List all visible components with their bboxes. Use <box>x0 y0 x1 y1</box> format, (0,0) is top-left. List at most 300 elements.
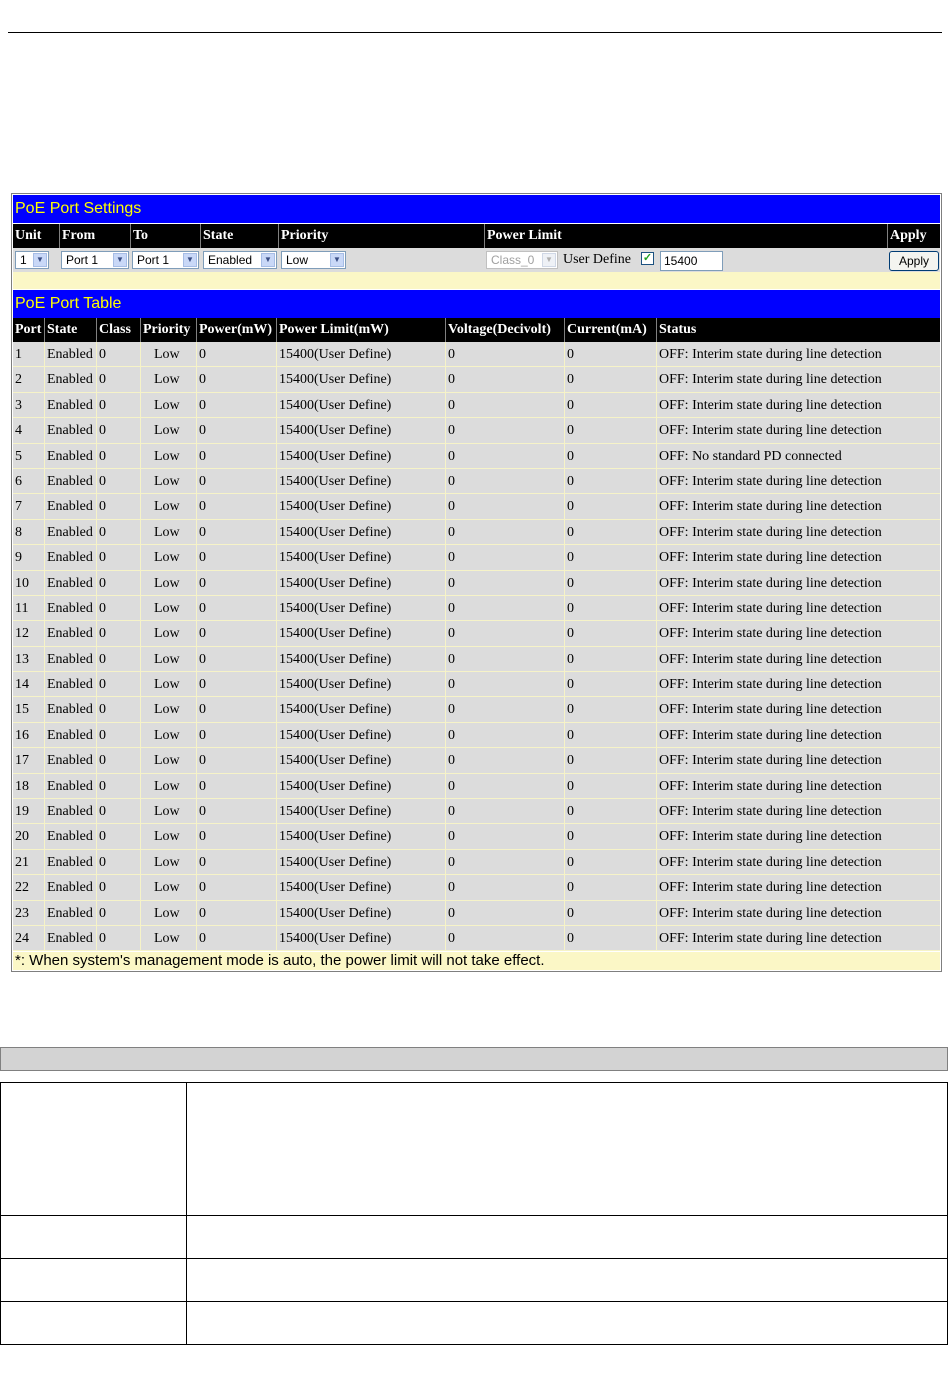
cell-state: Enabled <box>44 723 96 748</box>
unit-select-value: 1 <box>20 253 27 267</box>
cell-voltage: 0 <box>445 748 564 773</box>
cell-power-limit: 15400(User Define) <box>276 799 445 824</box>
cell-power-limit: 15400(User Define) <box>276 875 445 900</box>
cell-current: 0 <box>564 672 656 697</box>
cell-power-limit: 15400(User Define) <box>276 444 445 469</box>
cell-power-limit: 15400(User Define) <box>276 901 445 926</box>
settings-header-state: State <box>200 224 278 248</box>
unit-select[interactable] <box>15 251 49 269</box>
cell-current: 0 <box>564 647 656 672</box>
cell-power: 0 <box>196 342 276 367</box>
cell-voltage: 0 <box>445 824 564 849</box>
cell-power: 0 <box>196 824 276 849</box>
cell-current: 0 <box>564 469 656 494</box>
cell-power: 0 <box>196 621 276 646</box>
cell-current: 0 <box>564 494 656 519</box>
table-row <box>13 901 940 926</box>
cell-voltage: 0 <box>445 875 564 900</box>
table-header-voltage: Voltage(Decivolt) <box>445 318 564 342</box>
description-row <box>1 1216 948 1259</box>
table-row <box>13 621 940 646</box>
apply-button[interactable]: Apply <box>889 251 939 271</box>
state-select-value: Enabled <box>208 253 253 267</box>
poe-port-table-body <box>13 342 940 951</box>
cell-power-limit: 15400(User Define) <box>276 418 445 443</box>
table-row <box>13 697 940 722</box>
priority-select-value: Low <box>286 253 309 267</box>
user-define-checkbox[interactable]: ✓ <box>642 252 653 264</box>
cell-current: 0 <box>564 596 656 621</box>
table-row <box>13 469 940 494</box>
cell-power-limit: 15400(User Define) <box>276 393 445 418</box>
cell-priority: Low <box>140 799 196 824</box>
cell-class: 0 <box>96 494 140 519</box>
cell-power: 0 <box>196 647 276 672</box>
to-port-select[interactable] <box>132 251 199 269</box>
cell-port: 14 <box>15 677 29 693</box>
cell-current: 0 <box>564 367 656 392</box>
cell-current: 0 <box>564 901 656 926</box>
cell-power-limit: 15400(User Define) <box>276 697 445 722</box>
table-header-class: Class <box>96 318 140 342</box>
cell-priority: Low <box>140 697 196 722</box>
state-select[interactable] <box>203 251 277 269</box>
cell-voltage: 0 <box>445 342 564 367</box>
cell-power-limit: 15400(User Define) <box>276 342 445 367</box>
cell-status: OFF: Interim state during line detection <box>656 748 940 773</box>
cell-state: Enabled <box>44 596 96 621</box>
cell-power-limit: 15400(User Define) <box>276 545 445 570</box>
settings-header-power-limit: Power Limit <box>484 224 887 248</box>
table-header-power-limit: Power Limit(mW) <box>276 318 445 342</box>
table-row <box>13 545 940 570</box>
cell-class: 0 <box>96 850 140 875</box>
description-text-cell <box>187 1083 948 1216</box>
table-header-state: State <box>44 318 96 342</box>
cell-power-limit: 15400(User Define) <box>276 596 445 621</box>
cell-power: 0 <box>196 393 276 418</box>
cell-state: Enabled <box>44 799 96 824</box>
cell-state: Enabled <box>44 545 96 570</box>
cell-voltage: 0 <box>445 367 564 392</box>
cell-priority: Low <box>140 672 196 697</box>
table-row <box>13 647 940 672</box>
cell-priority: Low <box>140 393 196 418</box>
table-title-bar <box>13 290 940 318</box>
cell-current: 0 <box>564 748 656 773</box>
cell-state: Enabled <box>44 621 96 646</box>
cell-class: 0 <box>96 748 140 773</box>
cell-current: 0 <box>564 824 656 849</box>
cell-priority: Low <box>140 520 196 545</box>
cell-class: 0 <box>96 596 140 621</box>
settings-title: PoE Port Settings <box>15 200 142 217</box>
top-rule <box>8 32 942 33</box>
cell-current: 0 <box>564 342 656 367</box>
cell-priority: Low <box>140 850 196 875</box>
cell-voltage: 0 <box>445 672 564 697</box>
cell-status: OFF: Interim state during line detection <box>656 520 940 545</box>
cell-voltage: 0 <box>445 571 564 596</box>
table-row <box>13 418 940 443</box>
cell-class: 0 <box>96 697 140 722</box>
description-param-cell <box>1 1083 187 1216</box>
chevron-down-icon: ▼ <box>261 253 275 267</box>
cell-class: 0 <box>96 545 140 570</box>
power-limit-input[interactable]: 15400 <box>660 251 723 271</box>
cell-priority: Low <box>140 469 196 494</box>
cell-state: Enabled <box>44 647 96 672</box>
cell-voltage: 0 <box>445 494 564 519</box>
cell-priority: Low <box>140 571 196 596</box>
cell-power: 0 <box>196 672 276 697</box>
description-row <box>1 1302 948 1345</box>
from-port-select-value: Port 1 <box>66 253 99 267</box>
cell-priority: Low <box>140 545 196 570</box>
cell-status: OFF: Interim state during line detection <box>656 418 940 443</box>
cell-power: 0 <box>196 596 276 621</box>
cell-port: 3 <box>15 397 22 413</box>
table-row <box>13 342 940 367</box>
cell-power: 0 <box>196 850 276 875</box>
cell-status: OFF: Interim state during line detection <box>656 697 940 722</box>
cell-status: OFF: Interim state during line detection <box>656 824 940 849</box>
chevron-down-icon: ▼ <box>183 253 197 267</box>
cell-priority: Low <box>140 596 196 621</box>
cell-current: 0 <box>564 418 656 443</box>
cell-class: 0 <box>96 901 140 926</box>
cell-voltage: 0 <box>445 444 564 469</box>
cell-power: 0 <box>196 571 276 596</box>
cell-port: 16 <box>15 727 29 743</box>
cell-state: Enabled <box>44 571 96 596</box>
cell-voltage: 0 <box>445 723 564 748</box>
description-text-cell <box>187 1259 948 1302</box>
cell-power: 0 <box>196 901 276 926</box>
cell-power-limit: 15400(User Define) <box>276 647 445 672</box>
table-header-port: Port <box>15 322 42 337</box>
cell-voltage: 0 <box>445 520 564 545</box>
cell-voltage: 0 <box>445 850 564 875</box>
cell-state: Enabled <box>44 393 96 418</box>
cell-state: Enabled <box>44 672 96 697</box>
cell-power: 0 <box>196 875 276 900</box>
cell-voltage: 0 <box>445 901 564 926</box>
cell-state: Enabled <box>44 697 96 722</box>
cell-status: OFF: Interim state during line detection <box>656 596 940 621</box>
cell-status: OFF: Interim state during line detection <box>656 545 940 570</box>
cell-voltage: 0 <box>445 469 564 494</box>
table-row <box>13 748 940 773</box>
table-title: PoE Port Table <box>15 295 122 312</box>
cell-status: OFF: Interim state during line detection <box>656 799 940 824</box>
cell-port: 8 <box>15 524 22 540</box>
cell-current: 0 <box>564 444 656 469</box>
cell-class: 0 <box>96 342 140 367</box>
description-header-bar <box>0 1047 948 1071</box>
power-limit-class-select[interactable] <box>486 251 558 269</box>
cell-port: 7 <box>15 499 22 515</box>
cell-state: Enabled <box>44 444 96 469</box>
cell-priority: Low <box>140 418 196 443</box>
cell-current: 0 <box>564 571 656 596</box>
cell-class: 0 <box>96 926 140 951</box>
cell-class: 0 <box>96 444 140 469</box>
cell-status: OFF: Interim state during line detection <box>656 571 940 596</box>
cell-status: OFF: Interim state during line detection <box>656 926 940 951</box>
chevron-down-icon: ▼ <box>113 253 127 267</box>
cell-power: 0 <box>196 545 276 570</box>
cell-priority: Low <box>140 774 196 799</box>
cell-current: 0 <box>564 393 656 418</box>
cell-current: 0 <box>564 520 656 545</box>
settings-header-to: To <box>130 224 200 248</box>
cell-current: 0 <box>564 799 656 824</box>
cell-status: OFF: Interim state during line detection <box>656 494 940 519</box>
cell-voltage: 0 <box>445 647 564 672</box>
cell-class: 0 <box>96 571 140 596</box>
cell-voltage: 0 <box>445 418 564 443</box>
description-param-cell <box>1 1259 187 1302</box>
cell-port: 21 <box>15 854 29 870</box>
table-row <box>13 571 940 596</box>
cell-priority: Low <box>140 901 196 926</box>
table-header-power: Power(mW) <box>196 318 276 342</box>
cell-power: 0 <box>196 926 276 951</box>
settings-header-unit: Unit <box>15 228 42 243</box>
cell-class: 0 <box>96 875 140 900</box>
cell-port: 11 <box>15 600 29 616</box>
settings-header-apply: Apply <box>887 224 940 248</box>
cell-class: 0 <box>96 393 140 418</box>
table-row <box>13 520 940 545</box>
cell-power: 0 <box>196 799 276 824</box>
cell-current: 0 <box>564 875 656 900</box>
chevron-down-icon: ▼ <box>542 253 556 267</box>
cell-status: OFF: Interim state during line detection <box>656 342 940 367</box>
settings-header <box>13 224 940 248</box>
cell-class: 0 <box>96 469 140 494</box>
cell-power: 0 <box>196 418 276 443</box>
cell-status: OFF: Interim state during line detection <box>656 393 940 418</box>
cell-status: OFF: Interim state during line detection <box>656 774 940 799</box>
cell-power-limit: 15400(User Define) <box>276 926 445 951</box>
chevron-down-icon: ▼ <box>330 253 344 267</box>
cell-priority: Low <box>140 444 196 469</box>
cell-priority: Low <box>140 748 196 773</box>
cell-port: 2 <box>15 372 22 388</box>
cell-status: OFF: Interim state during line detection <box>656 621 940 646</box>
cell-status: OFF: Interim state during line detection <box>656 672 940 697</box>
cell-port: 18 <box>15 778 29 794</box>
cell-power-limit: 15400(User Define) <box>276 520 445 545</box>
cell-status: OFF: Interim state during line detection <box>656 723 940 748</box>
cell-class: 0 <box>96 824 140 849</box>
cell-status: OFF: Interim state during line detection <box>656 850 940 875</box>
cell-port: 22 <box>15 880 29 896</box>
cell-port: 9 <box>15 550 22 566</box>
table-header-priority: Priority <box>140 318 196 342</box>
cell-current: 0 <box>564 850 656 875</box>
description-text-cell <box>187 1216 948 1259</box>
cell-class: 0 <box>96 799 140 824</box>
cell-power: 0 <box>196 367 276 392</box>
table-row <box>13 926 940 951</box>
table-row <box>13 824 940 849</box>
table-row <box>13 723 940 748</box>
cell-port: 24 <box>15 930 29 946</box>
table-row <box>13 875 940 900</box>
cell-power-limit: 15400(User Define) <box>276 367 445 392</box>
cell-class: 0 <box>96 367 140 392</box>
cell-state: Enabled <box>44 494 96 519</box>
cell-power-limit: 15400(User Define) <box>276 621 445 646</box>
cell-state: Enabled <box>44 418 96 443</box>
settings-header-from: From <box>59 224 130 248</box>
cell-power: 0 <box>196 723 276 748</box>
cell-power-limit: 15400(User Define) <box>276 723 445 748</box>
cell-priority: Low <box>140 367 196 392</box>
cell-power: 0 <box>196 748 276 773</box>
table-row <box>13 672 940 697</box>
to-port-select-value: Port 1 <box>137 253 170 267</box>
cell-priority: Low <box>140 647 196 672</box>
cell-port: 1 <box>15 347 22 362</box>
cell-port: 20 <box>15 829 29 845</box>
cell-voltage: 0 <box>445 545 564 570</box>
cell-state: Enabled <box>44 748 96 773</box>
cell-priority: Low <box>140 342 196 367</box>
cell-port: 6 <box>15 473 22 489</box>
cell-power-limit: 15400(User Define) <box>276 824 445 849</box>
table-header-current: Current(mA) <box>564 318 656 342</box>
cell-class: 0 <box>96 672 140 697</box>
cell-state: Enabled <box>44 342 96 367</box>
cell-class: 0 <box>96 647 140 672</box>
cell-status: OFF: Interim state during line detection <box>656 901 940 926</box>
cell-power: 0 <box>196 774 276 799</box>
cell-port: 19 <box>15 804 29 820</box>
cell-status: OFF: Interim state during line detection <box>656 367 940 392</box>
cell-status: OFF: Interim state during line detection <box>656 469 940 494</box>
cell-power: 0 <box>196 469 276 494</box>
table-row <box>13 494 940 519</box>
power-limit-class-value: Class_0 <box>491 253 535 267</box>
description-row <box>1 1083 948 1216</box>
table-row <box>13 393 940 418</box>
cell-current: 0 <box>564 926 656 951</box>
cell-state: Enabled <box>44 469 96 494</box>
description-table <box>0 1082 948 1345</box>
cell-state: Enabled <box>44 774 96 799</box>
cell-port: 4 <box>15 423 22 439</box>
cell-class: 0 <box>96 774 140 799</box>
table-header-status: Status <box>656 318 940 342</box>
cell-power-limit: 15400(User Define) <box>276 748 445 773</box>
cell-port: 17 <box>15 753 29 769</box>
cell-current: 0 <box>564 545 656 570</box>
cell-power-limit: 15400(User Define) <box>276 571 445 596</box>
table-row <box>13 774 940 799</box>
cell-status: OFF: Interim state during line detection <box>656 647 940 672</box>
cell-class: 0 <box>96 621 140 646</box>
poe-panel <box>11 193 942 972</box>
cell-voltage: 0 <box>445 621 564 646</box>
cell-port: 12 <box>15 626 29 642</box>
cell-current: 0 <box>564 697 656 722</box>
cell-power-limit: 15400(User Define) <box>276 469 445 494</box>
settings-controls-row <box>13 248 940 272</box>
cell-port: 5 <box>15 448 22 464</box>
section-spacer <box>13 272 940 289</box>
cell-current: 0 <box>564 621 656 646</box>
table-row <box>13 367 940 392</box>
cell-power-limit: 15400(User Define) <box>276 850 445 875</box>
cell-state: Enabled <box>44 875 96 900</box>
description-text-cell <box>187 1302 948 1345</box>
cell-voltage: 0 <box>445 799 564 824</box>
cell-priority: Low <box>140 621 196 646</box>
cell-priority: Low <box>140 494 196 519</box>
cell-current: 0 <box>564 774 656 799</box>
table-row <box>13 444 940 469</box>
cell-class: 0 <box>96 723 140 748</box>
cell-class: 0 <box>96 418 140 443</box>
cell-power-limit: 15400(User Define) <box>276 672 445 697</box>
cell-power-limit: 15400(User Define) <box>276 774 445 799</box>
cell-voltage: 0 <box>445 393 564 418</box>
cell-state: Enabled <box>44 926 96 951</box>
cell-port: 10 <box>15 575 29 591</box>
priority-select[interactable] <box>281 251 346 269</box>
cell-state: Enabled <box>44 901 96 926</box>
cell-class: 0 <box>96 520 140 545</box>
cell-priority: Low <box>140 926 196 951</box>
cell-power: 0 <box>196 697 276 722</box>
cell-state: Enabled <box>44 824 96 849</box>
cell-voltage: 0 <box>445 774 564 799</box>
from-port-select[interactable] <box>61 251 129 269</box>
chevron-down-icon: ▼ <box>33 253 47 267</box>
cell-voltage: 0 <box>445 596 564 621</box>
cell-power-limit: 15400(User Define) <box>276 494 445 519</box>
table-row <box>13 596 940 621</box>
user-define-label: User Define <box>563 252 632 267</box>
cell-status: OFF: Interim state during line detection <box>656 875 940 900</box>
description-row <box>1 1259 948 1302</box>
cell-current: 0 <box>564 723 656 748</box>
table-row <box>13 799 940 824</box>
cell-voltage: 0 <box>445 697 564 722</box>
cell-voltage: 0 <box>445 926 564 951</box>
cell-power: 0 <box>196 494 276 519</box>
cell-priority: Low <box>140 875 196 900</box>
settings-header-priority: Priority <box>278 224 484 248</box>
cell-priority: Low <box>140 824 196 849</box>
cell-port: 13 <box>15 651 29 667</box>
cell-state: Enabled <box>44 520 96 545</box>
cell-state: Enabled <box>44 850 96 875</box>
cell-power: 0 <box>196 520 276 545</box>
table-header <box>13 318 940 342</box>
cell-state: Enabled <box>44 367 96 392</box>
cell-status: OFF: No standard PD connected <box>656 444 940 469</box>
cell-power: 0 <box>196 444 276 469</box>
description-param-cell <box>1 1302 187 1345</box>
cell-port: 23 <box>15 905 29 921</box>
footnote: *: When system's management mode is auto, the power limit will not take effect. <box>13 952 940 970</box>
cell-port: 15 <box>15 702 29 718</box>
